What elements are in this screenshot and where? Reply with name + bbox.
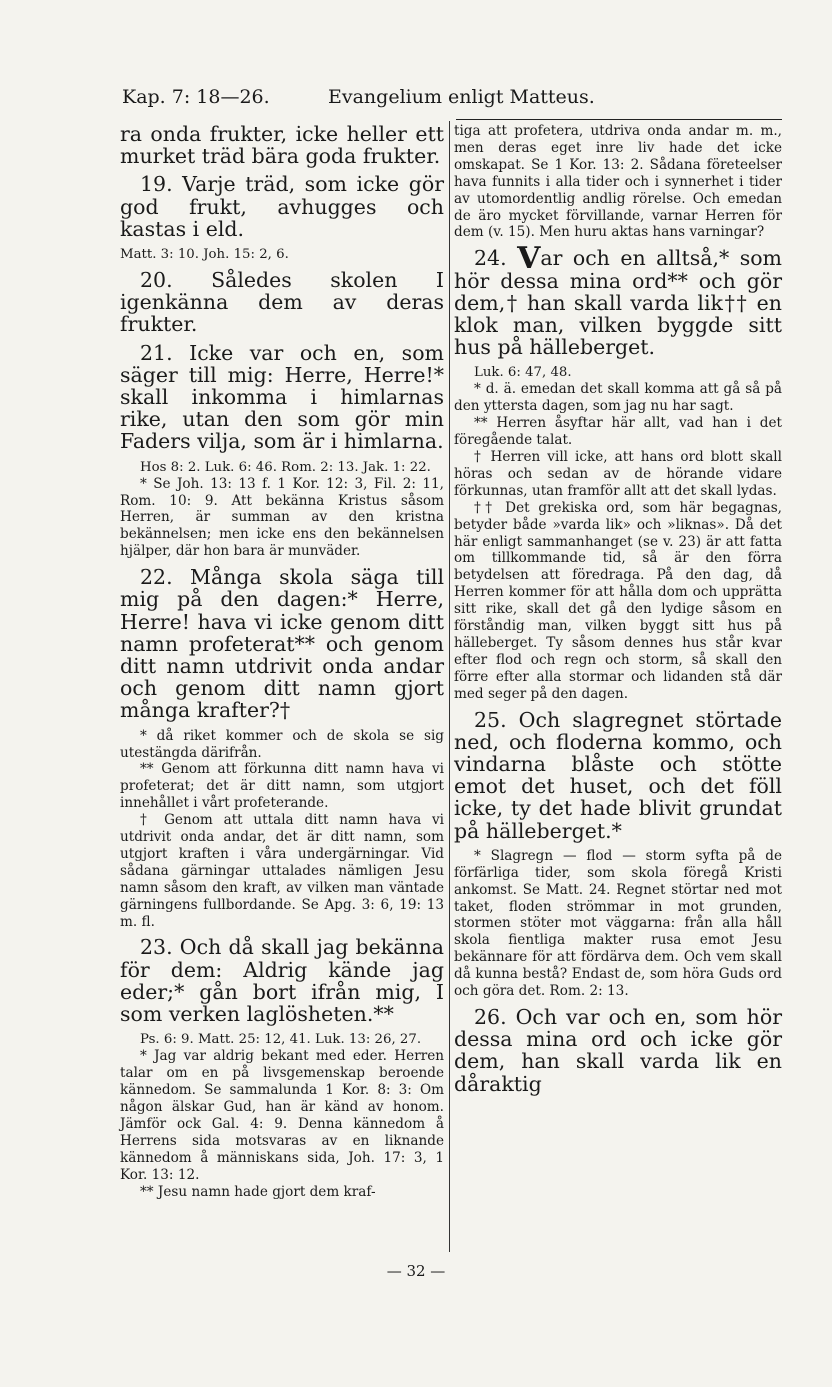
verse-block: 23. Och då skall jag bekänna för dem: Aldrig kände jag eder;* gån bort ifrån mig, I som verken laglösheten.** (120, 935, 444, 1027)
note-block: †† Det grekiska ord, som här begagnas, betyder både »varda lik» och »liknas». Då det här enligt sammanhanget (se v. 23) är att fatta om tillkommande tid, så är den förra betydelsen att föredraga. På den dag, då Herren kommer för att hålla dom och upprätta sitt rike, skall det gå den lydige såsom en förståndig man, vilken byggt sitt hus på hälleberget. Ty såsom dennes hus står kvar efter flod och regn och storm, så skall den förre efter alla stormar och lidanden stå där med seger på den dagen. (454, 499, 782, 702)
verse-block: 19. Varje träd, som icke gör god frukt, avhugges och kastas i eld. (120, 172, 444, 241)
note-block: * då riket kommer och de skola se sig utestängda därifrån. (120, 727, 444, 761)
verse-block: ra onda frukter, icke heller ett murket träd bära goda frukter. (120, 122, 444, 169)
ref-block: Hos 8: 2. Luk. 6: 46. Rom. 2: 13. Jak. 1: 22. (140, 459, 431, 475)
note-block: ** Genom att förkunna ditt namn hava vi profeterat; det är ditt namn, som utgjort innehållet i vårt profeterande. (120, 761, 444, 812)
verse-number: 24. (474, 246, 518, 271)
note-block: * d. ä. emedan det skall komma att gå så på den yttersta dagen, som jag nu har sagt. (454, 381, 782, 415)
note-block: † Herren vill icke, att hans ord blott skall höras och sedan av de hörande vidare förkunnas, utan framför allt att det skall lydas. (454, 448, 782, 499)
running-title: Evangelium enligt Matteus. (328, 86, 595, 108)
verse-block (454, 241, 782, 360)
verse-block: 25. Och slagregnet störtade ned, och floderna kommo, och vindarna blåste och stötte emot det huset, och det föll icke, ty det hade blivit grundat på hälleberget.* (454, 707, 782, 843)
verse-block: 26. Och var och en, som hör dessa mina ord och icke gör dem, han skall varda lik en dåraktig (454, 1004, 782, 1096)
page-number: — 32 — (386, 1262, 446, 1280)
chapter-reference: Kap. 7: 18—26. (122, 86, 270, 108)
verse-block: 21. Icke var och en, som säger till mig: Herre, Herre!* skall inkomma i himlarnas rike, utan den som gör min Faders vilja, som är i himlarna. (120, 340, 444, 454)
drop-capital: V (517, 241, 541, 277)
column-divider (449, 121, 450, 1252)
note-block: ** Jesu namn hade gjort dem kraf- (140, 1183, 376, 1200)
note-block: * Jag var aldrig bekant med eder. Herren talar om en på livsgemenskap beroende kännedom. Se sammalunda 1 Kor. 8: 3: Om någon älskar Gud, han är känd av honom. Jämför ock Gal. 4: 9. Denna kännedom å Herrens sida motsvaras av en liknande kännedom å människans sida, Joh. 17: 3, 1 Kor. 13: 12. (120, 1048, 444, 1183)
ref-block: Ps. 6: 9. Matt. 25: 12, 41. Luk. 13: 26, 27. (140, 1032, 422, 1048)
verse-block: 20. Således skolen I igenkänna dem av deras frukter. (120, 268, 444, 337)
note-block: † Genom att uttala ditt namn hava vi utdrivit onda andar, det är ditt namn, som utgjort kraften i våra undergärningar. Vid sådana gärningar uttalades nämligen Jesu namn såsom den kraft, av vilken man väntade gärningens fullbordande. Se Apg. 3: 6, 19: 13 m. fl. (120, 812, 444, 930)
ref-block: Luk. 6: 47, 48. (474, 365, 572, 381)
note-block: tiga att profetera, utdriva onda andar m. m., men deras eget inre liv hade det icke omskapat. Se 1 Kor. 13: 2. Sådana företeelser hava funnits i alla tider och i synnerhet i tider av utomordentlig andlig rörelse. Och emedan de äro mycket förvillande, varnar Herren för dem (v. 15). Men huru aktas hans varningar? (454, 123, 782, 241)
ref-block: Matt. 3: 10. Joh. 15: 2, 6. (120, 247, 289, 263)
verse-text: ar och en alltså,* som hör dessa mina ord** och gör dem,† han skall varda lik†† en klok man, vilken byggde sitt hus på hälleberget. (454, 246, 782, 360)
note-block: * Slagregn — flod — storm syfta på de förfärliga tider, som skola föregå Kristi ankomst. Se Matt. 24. Regnet störtar ned mot taket, floden strömmar in mot grunden, stormen stöter mot väggarna: från alla håll skola fientliga makter rusa emot Jesu bekännare för att fördärva dem. Och vem skall då kunna bestå? Endast de, som höra Guds ord och göra det. Rom. 2: 13. (454, 847, 782, 1000)
left-column (120, 123, 444, 1200)
right-column (454, 123, 782, 1101)
note-block: * Se Joh. 13: 13 f. 1 Kor. 12: 3, Fil. 2: 11, Rom. 10: 9. Att bekänna Kristus såsom Herren, är summan av den kristna bekännelsen; men icke ens den bekännelsen hjälper, där hon bara är munväder. (120, 475, 444, 560)
note-block: ** Herren åsyftar här allt, vad han i det föregående talat. (454, 415, 782, 449)
header-rule (456, 119, 782, 120)
verse-block: 22. Många skola säga till mig på den dagen:* Herre, Herre! hava vi icke genom ditt namn profeterat** och genom ditt namn utdrivit onda andar och genom ditt namn gjort många krafter?† (120, 565, 444, 723)
